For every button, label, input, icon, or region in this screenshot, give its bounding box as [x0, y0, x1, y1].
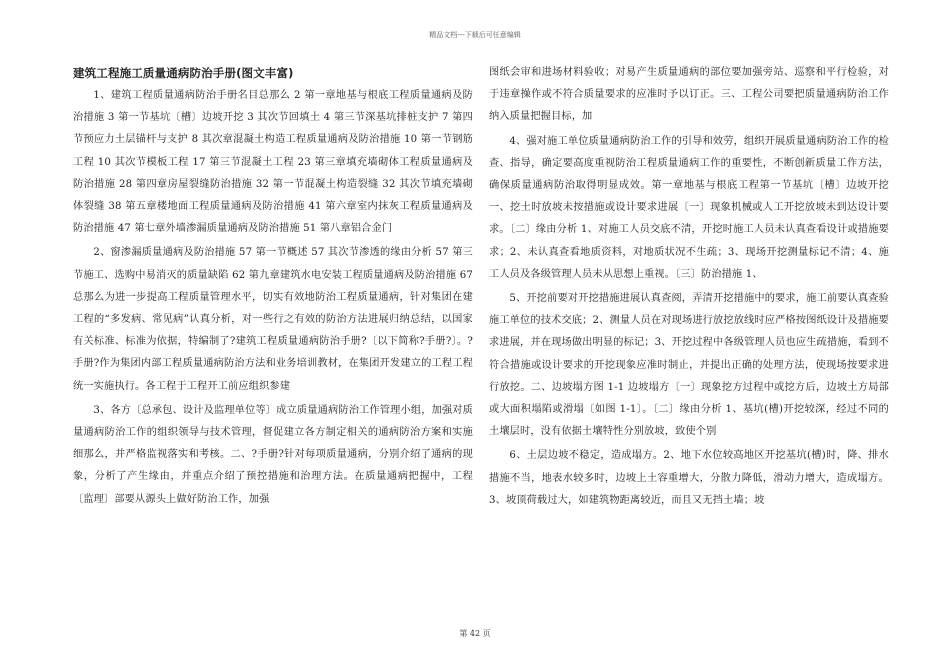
header-note: 精品文档---下载后可任意编辑 — [429, 31, 521, 39]
paragraph: 4、强对施工单位质量通病防治工作的引导和效劳，组织开展质量通病防治工作的检查、指导，确定要高度重视防治工程质量通病工作的重要性，不断创新质量工作方法，确保质量通病防治取得明显成效。第一章地基与根底工程第一节基坑〔槽〕边坡开挖一、挖土时放坡未按措施或设计要求进展〔一〕现象机械或人工开挖放坡未到达设计要求。〔二〕缘由分析 1、对施工人员交底不清，开挖时施工人员未认真查看设计或措施要求；2、未认真查看地质资料，对地质状况不生疏；3、现场开挖测量标记不清；4、施工人员及各级管理人员未从思想上重视。〔三〕防治措施 1、 — [489, 135, 889, 280]
page-number: 第 42 页 — [459, 629, 491, 638]
paragraph: 6、土层边坡不稳定，造成塌方。2、地下水位较高地区开挖基坑(槽)时，降、排水措施不当，地表水较多时，边坡上土容重增大，分散力降低，滑动力增大，造成塌方。3、坡顶荷载过大，如建筑物距离较近，而且又无挡土墙；坡 — [489, 450, 889, 506]
right-column — [489, 62, 889, 514]
paragraph: 1、建筑工程质量通病防治手册名目总那么 2 第一章地基与根底工程质量通病及防治措施 3 第一节基坑〔槽〕边坡开挖 3 其次节回填土 4 第三节深基坑排桩支护 7 第四节预应力土层锚杆与支护 8 其次章混凝土构造工程质量通病及防治措施 10 第一节钢筋工程 10 其次节模板工程 17 第三节混凝土工程 23 第三章填充墙砌体工程质量通病及防治措施 28 第四章房屋裂缝防治措施 32 第一节混凝土构造裂缝 32 其次节填充墙砌体裂缝 38 第五章楼地面工程质量通病及防治措施 41 第六章室内抹灰工程质量通病及防治措施 47 第七章外墙渗漏质量通病及防治措施 51 第八章铝合金门 — [73, 90, 473, 235]
paragraph: 2、窗渗漏质量通病及防治措施 57 第一节概述 57 其次节渗透的缘由分析 57 第三节施工、选购中易消灭的质量缺陷 62 第九章建筑水电安装工程质量通病及防治措施 67 总那么为进一步提高工程质量管理水平，切实有效地防治工程质量通病，针对集团在建工程的“多发病、常见病”认真分析，对一些行之有效的防治方法进展归纳总结，以国家有关标准、标准为依据，特编制了?建筑工程质量通病防治手册?〔以下简称?手册?〕。?手册?作为集团内部工程质量通病防治方法和业务培训教材，在集团开发建立的工程工程统一实施执行。各工程于工程开工前应组织参建 — [73, 247, 473, 392]
paragraph: 5、开挖前要对开挖措施进展认真查阅，弄清开挖措施中的要求，施工前要认真查验施工单位的技术交底；2、测量人员在对现场进行放挖放线时应严格按图纸设计及措施要求进展，并在现场做出明显的标记；3、开挖过程中各级管理人员也应生疏措施，看到不符合措施或设计要求的开挖现象应准时制止，并提出正确的处理方法，使现场按要求进行放挖。二、边坡塌方图 1-1 边坡塌方〔一〕现象挖方过程中或挖方后，边坡土方局部或大面积塌陷或滑塌〔如图 1-1〕。〔二〕缘由分析 1、基坑(槽)开挖较深，经过不同的土壤层时，没有依据土壤特性分别放坡，致使个别 — [489, 293, 889, 438]
paragraph: 3、各方〔总承包、设计及监理单位等〕成立质量通病防治工作管理小组，加强对质量通病防治工作的组织领导与技术管理，督促建立各方制定相关的通病防治方案和实施细那么，并严格监视落实和考核。二、?手册?针对每项质量通病，分别介绍了通病的现象，分析了产生缘由，并重点介绍了预控措施和治理方法。在质量通病把握中，工程〔监理〕部要从源头上做好防治工作，加强 — [73, 404, 473, 505]
left-column — [73, 62, 473, 513]
document-title: 建筑工程施工质量通病防治手册(图文丰富) — [73, 66, 294, 80]
paragraph: 图纸会审和进场材料验收；对易产生质量通病的部位要加强旁站、巡察和平行检验，对于违章操作或不符合质量要求的应准时予以订正。三、工程公司要把质量通病防治工作纳入质量把握目标，加 — [489, 67, 889, 123]
